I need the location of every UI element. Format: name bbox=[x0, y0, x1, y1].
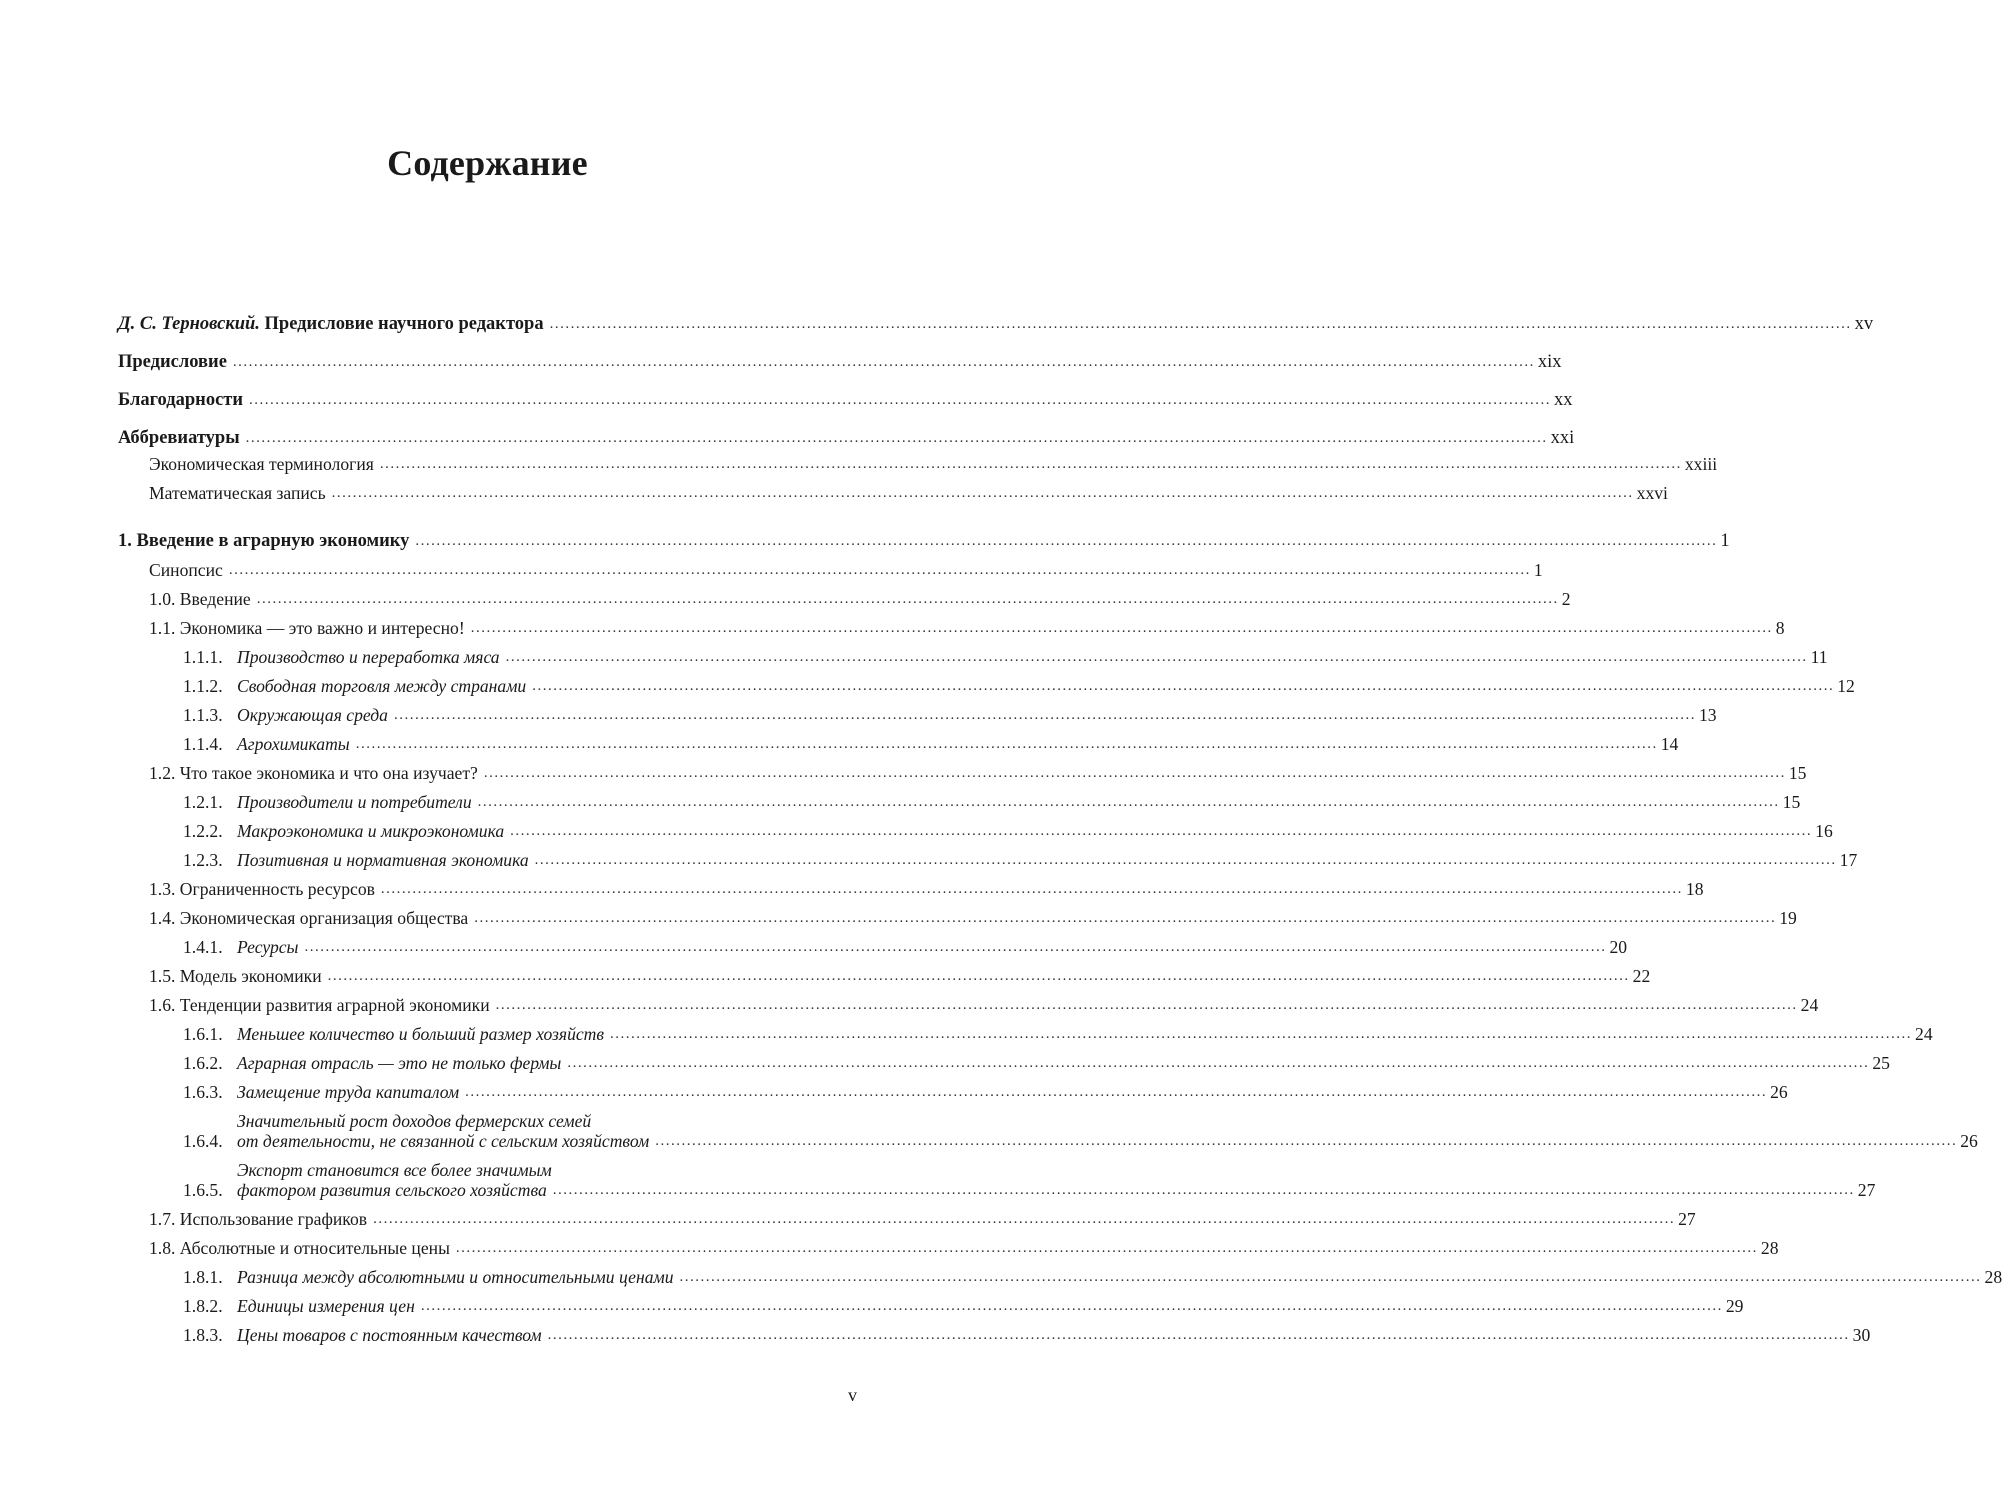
toc-entry-label: Макроэкономика и микроэкономика bbox=[237, 821, 505, 841]
toc-entry-1-6-5[interactable] bbox=[118, 1160, 1876, 1200]
leader-dots bbox=[465, 1082, 1767, 1102]
toc-entry[interactable] bbox=[118, 879, 1704, 899]
toc-entry-label: Единицы измерения цен bbox=[237, 1296, 415, 1316]
toc-entry-number: 1.6.1. bbox=[183, 1024, 223, 1044]
toc-entry-label: Предисловие bbox=[118, 352, 227, 372]
toc-entry[interactable] bbox=[118, 821, 1833, 841]
toc-entry[interactable] bbox=[118, 966, 1651, 986]
leader-dots bbox=[655, 1131, 1957, 1151]
leader-dots bbox=[478, 792, 1780, 812]
toc-entry-math-notation[interactable] bbox=[118, 483, 1668, 503]
toc-entry-page: xv bbox=[1854, 314, 1874, 334]
toc-entry-page: 26 bbox=[1960, 1131, 1978, 1151]
toc-entry-page: 29 bbox=[1725, 1296, 1744, 1316]
leader-dots bbox=[415, 531, 1717, 551]
toc-entry-page: 15 bbox=[1782, 792, 1801, 812]
toc-entry[interactable] bbox=[118, 995, 1819, 1015]
toc-entry-number: 1.1.3. bbox=[183, 705, 223, 725]
leader-dots bbox=[394, 705, 1696, 725]
toc-section-list bbox=[118, 560, 1933, 1102]
toc-entry-page: 16 bbox=[1815, 821, 1833, 841]
toc-entry-label: Замещение труда капиталом bbox=[237, 1082, 460, 1102]
leader-dots bbox=[506, 647, 1808, 667]
toc-entry-label: Экономическая терминология bbox=[149, 454, 374, 474]
toc-entry-economic-terminology[interactable] bbox=[118, 454, 1718, 474]
toc-entry-label: 1.1. Экономика — это важно и интересно! bbox=[149, 618, 465, 638]
leader-dots bbox=[304, 937, 1606, 957]
toc-entry-number: 1.6.5. bbox=[183, 1180, 223, 1200]
leader-dots bbox=[249, 390, 1551, 410]
toc-entry-label: Благодарности bbox=[118, 390, 244, 410]
toc-entry[interactable] bbox=[118, 1024, 1933, 1044]
toc-entry[interactable] bbox=[118, 1296, 1744, 1316]
leader-dots bbox=[532, 676, 1834, 696]
toc-entry-number: 1.8.3. bbox=[183, 1325, 223, 1345]
toc-entry-page: xix bbox=[1537, 352, 1562, 372]
toc-entry-page: xxvi bbox=[1636, 483, 1668, 503]
toc-entry[interactable] bbox=[118, 1209, 1696, 1229]
leader-dots bbox=[380, 454, 1682, 474]
toc-entry[interactable] bbox=[118, 734, 1679, 754]
toc-chapter-label: 1. Введение в аграрную экономику bbox=[118, 531, 410, 551]
toc-entry-page: 22 bbox=[1632, 966, 1651, 986]
toc-entry-page: xx bbox=[1554, 390, 1573, 410]
toc-entry-label: Свободная торговля между странами bbox=[237, 676, 527, 696]
toc-entry-author: Д. С. Терновский. bbox=[118, 314, 260, 334]
toc-entry-label: 1.7. Использование графиков bbox=[149, 1209, 368, 1229]
toc-entry-page: 2 bbox=[1561, 589, 1571, 609]
leader-dots bbox=[456, 1238, 1758, 1258]
toc-section-list bbox=[118, 1209, 2002, 1345]
toc-entry-page: 25 bbox=[1872, 1053, 1890, 1073]
toc-entry-page: 1 bbox=[1533, 560, 1543, 580]
leader-dots bbox=[257, 589, 1559, 609]
toc-entry-page: 24 bbox=[1800, 995, 1819, 1015]
toc-entry-number: 1.1.2. bbox=[183, 676, 223, 696]
leader-dots bbox=[496, 995, 1798, 1015]
leader-dots bbox=[421, 1296, 1723, 1316]
toc-entry-page: 30 bbox=[1852, 1325, 1871, 1345]
toc-entry[interactable] bbox=[118, 1267, 2002, 1287]
toc-entry-label: Разница между абсолютными и относительными ценами bbox=[237, 1267, 674, 1287]
table-of-contents bbox=[118, 314, 2002, 1345]
toc-entry-label: 1.2. Что такое экономика и что она изучает? bbox=[149, 763, 478, 783]
toc-entry-label: Ресурсы bbox=[237, 937, 299, 957]
leader-dots bbox=[550, 314, 1852, 334]
toc-entry-preface[interactable] bbox=[118, 352, 1562, 372]
leader-dots bbox=[535, 850, 1837, 870]
toc-entry-page: 1 bbox=[1720, 531, 1730, 551]
toc-entry[interactable] bbox=[118, 1053, 1890, 1073]
toc-entry-editor-preface[interactable] bbox=[118, 314, 1874, 334]
toc-entry-page: 20 bbox=[1609, 937, 1628, 957]
leader-dots bbox=[510, 821, 1812, 841]
toc-entry-label: Производители и потребители bbox=[237, 792, 472, 812]
toc-entry-label: Аграрная отрасль — это не только фермы bbox=[237, 1053, 562, 1073]
leader-dots bbox=[553, 1180, 1855, 1200]
toc-entry-page: xxi bbox=[1550, 428, 1575, 448]
toc-entry-number: 1.2.2. bbox=[183, 821, 223, 841]
leader-dots bbox=[332, 483, 1634, 503]
leader-dots bbox=[567, 1053, 1869, 1073]
toc-entry[interactable] bbox=[118, 1082, 1788, 1102]
leader-dots bbox=[373, 1209, 1675, 1229]
toc-entry-number: 1.2.1. bbox=[183, 792, 223, 812]
toc-entry-label: Позитивная и нормативная экономика bbox=[237, 850, 529, 870]
toc-entry-label: Д. С. Терновский. Предисловие научного редактора bbox=[118, 314, 544, 334]
leader-dots bbox=[381, 879, 1683, 899]
toc-entry[interactable] bbox=[118, 1325, 1871, 1345]
toc-entry-page: 27 bbox=[1857, 1180, 1876, 1200]
toc-entry-label-line1: Экспорт становится все более значимым bbox=[237, 1160, 552, 1180]
toc-entry-page: 18 bbox=[1685, 879, 1704, 899]
toc-entry-page: 17 bbox=[1839, 850, 1858, 870]
toc-entry-number: 1.6.4. bbox=[183, 1131, 223, 1151]
toc-entry-page: 11 bbox=[1810, 647, 1828, 667]
toc-chapter-1[interactable] bbox=[118, 531, 1730, 551]
toc-entry-page: xxiii bbox=[1684, 454, 1718, 474]
leader-dots bbox=[474, 908, 1776, 928]
toc-entry-label-line2: фактором развития сельского хозяйства bbox=[237, 1180, 547, 1200]
leader-dots bbox=[229, 560, 1531, 580]
toc-entry-label: Синопсис bbox=[149, 560, 223, 580]
toc-entry[interactable] bbox=[118, 560, 1543, 580]
toc-entry[interactable] bbox=[118, 1238, 1779, 1258]
leader-dots bbox=[471, 618, 1773, 638]
toc-entry-acknowledgements[interactable] bbox=[118, 390, 1573, 410]
page-number: v bbox=[848, 1385, 857, 1405]
toc-entry-page: 27 bbox=[1678, 1209, 1696, 1229]
toc-entry[interactable] bbox=[118, 705, 1717, 725]
toc-entry-page: 28 bbox=[1984, 1267, 2002, 1287]
toc-entry[interactable] bbox=[118, 618, 1785, 638]
toc-entry-page: 26 bbox=[1770, 1082, 1788, 1102]
toc-entry-label: Аббревиатуры bbox=[118, 428, 240, 448]
toc-entry-label: 1.6. Тенденции развития аграрной экономики bbox=[149, 995, 490, 1015]
toc-entry-page: 13 bbox=[1698, 705, 1717, 725]
toc-entry-label: Цены товаров с постоянным качеством bbox=[237, 1325, 542, 1345]
toc-entry-page: 12 bbox=[1837, 676, 1855, 696]
toc-entry-number: 1.2.3. bbox=[183, 850, 223, 870]
leader-dots bbox=[548, 1325, 1850, 1345]
toc-entry-label: 1.4. Экономическая организация общества bbox=[149, 908, 469, 928]
toc-entry-number: 1.6.3. bbox=[183, 1082, 223, 1102]
toc-entry-number: 1.6.2. bbox=[183, 1053, 223, 1073]
toc-entry-label: 1.0. Введение bbox=[149, 589, 251, 609]
toc-entry[interactable] bbox=[118, 676, 1855, 696]
toc-entry-number: 1.1.4. bbox=[183, 734, 223, 754]
toc-entry[interactable] bbox=[118, 647, 1828, 667]
toc-entry[interactable] bbox=[118, 763, 1807, 783]
toc-entry-number: 1.8.2. bbox=[183, 1296, 223, 1316]
toc-entry-page: 28 bbox=[1760, 1238, 1779, 1258]
toc-entry-page: 15 bbox=[1788, 763, 1807, 783]
toc-entry-label: Агрохимикаты bbox=[237, 734, 350, 754]
toc-entry-label: 1.5. Модель экономики bbox=[149, 966, 322, 986]
toc-entry-number: 1.8.1. bbox=[183, 1267, 223, 1287]
leader-dots bbox=[610, 1024, 1912, 1044]
toc-entry[interactable] bbox=[118, 589, 1571, 609]
leader-dots bbox=[484, 763, 1786, 783]
toc-entry-page: 14 bbox=[1660, 734, 1679, 754]
leader-dots bbox=[328, 966, 1630, 986]
toc-entry-label-line2: от деятельности, не связанной с сельским хозяйством bbox=[237, 1131, 650, 1151]
toc-entry-page: 19 bbox=[1779, 908, 1797, 928]
toc-entry[interactable] bbox=[118, 937, 1628, 957]
toc-entry-label-line1: Значительный рост доходов фермерских семей bbox=[237, 1111, 592, 1131]
page-title: Содержание bbox=[387, 143, 588, 183]
toc-entry-page: 8 bbox=[1775, 618, 1785, 638]
toc-entry[interactable] bbox=[118, 908, 1797, 928]
leader-dots bbox=[246, 428, 1548, 448]
toc-entry[interactable] bbox=[118, 850, 1858, 870]
toc-entry-label: Производство и переработка мяса bbox=[237, 647, 500, 667]
leader-dots bbox=[680, 1267, 1982, 1287]
toc-entry-page: 24 bbox=[1915, 1024, 1933, 1044]
toc-entry-label: Математическая запись bbox=[149, 483, 326, 503]
toc-entry-number: 1.4.1. bbox=[183, 937, 223, 957]
leader-dots bbox=[356, 734, 1658, 754]
toc-entry-label: 1.8. Абсолютные и относительные цены bbox=[149, 1238, 450, 1258]
toc-entry-label: Окружающая среда bbox=[237, 705, 388, 725]
toc-entry-1-6-4[interactable] bbox=[118, 1111, 1978, 1151]
toc-entry-abbreviations[interactable] bbox=[118, 428, 1575, 448]
leader-dots bbox=[233, 352, 1535, 372]
toc-entry-number: 1.1.1. bbox=[183, 647, 223, 667]
toc-entry-label: Меньшее количество и больший размер хозяйств bbox=[237, 1024, 605, 1044]
toc-entry[interactable] bbox=[118, 792, 1801, 812]
toc-entry-label: 1.3. Ограниченность ресурсов bbox=[149, 879, 375, 899]
